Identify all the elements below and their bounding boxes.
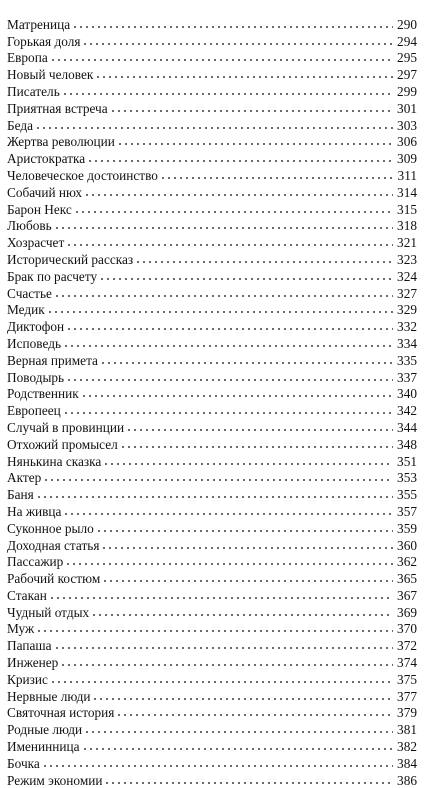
toc-entry-title: Медик	[7, 302, 45, 318]
toc-entry	[7, 586, 417, 603]
toc-entry-page-number: 375	[397, 671, 417, 687]
dot-leader	[104, 781, 393, 785]
dot-leader	[135, 260, 393, 264]
toc-entry-title: Суконное рыло	[7, 520, 94, 536]
dot-leader	[101, 546, 393, 550]
toc-entry-title: Отхожий промысел	[7, 436, 118, 452]
toc-entry-page-number: 367	[397, 587, 417, 603]
toc-entry-page-number: 306	[397, 134, 417, 150]
toc-entry-page-number: 379	[397, 705, 417, 721]
dot-leader	[74, 210, 393, 214]
toc-entry-page-number: 327	[397, 285, 417, 301]
toc-entry	[7, 620, 417, 637]
toc-entry-title: Случай в провинции	[7, 419, 125, 435]
toc-entry-title: Папаша	[7, 638, 52, 654]
toc-entry	[7, 670, 417, 687]
toc-entry	[7, 32, 417, 49]
dot-leader	[126, 428, 393, 432]
toc-entry-page-number: 370	[397, 621, 417, 637]
dot-leader	[82, 747, 393, 751]
dot-leader	[103, 462, 393, 466]
dot-leader	[63, 411, 393, 415]
toc-entry	[7, 603, 417, 620]
toc-entry-title: Европа	[7, 50, 48, 66]
toc-entry	[7, 217, 417, 234]
toc-entry-page-number: 369	[397, 604, 417, 620]
toc-entry	[7, 536, 417, 553]
dot-leader	[62, 92, 393, 96]
toc-entry	[7, 99, 417, 116]
toc-entry-title: Поводырь	[7, 369, 65, 385]
dot-leader	[116, 713, 393, 717]
toc-entry	[7, 200, 417, 217]
toc-entry-title: Чудный отдых	[7, 604, 90, 620]
dot-leader	[66, 243, 393, 247]
toc-entry-page-number: 297	[397, 67, 417, 83]
toc-entry-title: Бочка	[7, 755, 40, 771]
toc-entry-title: Родные люди	[7, 722, 83, 738]
toc-entry-page-number: 301	[397, 100, 417, 116]
toc-entry-page-number: 360	[397, 537, 417, 553]
toc-entry	[7, 284, 417, 301]
toc-entry	[7, 636, 417, 653]
toc-entry-title: Доходная статья	[7, 537, 100, 553]
toc-entry-title: Стакан	[7, 587, 47, 603]
toc-entry	[7, 149, 417, 166]
dot-leader	[54, 294, 393, 298]
dot-leader	[66, 327, 393, 331]
dot-leader	[117, 142, 393, 146]
dot-leader	[50, 58, 393, 62]
toc-entry-title: Нянькина сказка	[7, 453, 102, 469]
toc-entry-title: Европеец	[7, 403, 61, 419]
toc-entry	[7, 385, 417, 402]
toc-entry	[7, 317, 417, 334]
toc-entry-page-number: 362	[397, 554, 417, 570]
dot-leader	[36, 495, 393, 499]
toc-entry-title: Инженер	[7, 655, 59, 671]
toc-entry-page-number: 359	[397, 520, 417, 536]
toc-entry-page-number: 323	[397, 251, 417, 267]
toc-entry	[7, 301, 417, 318]
toc-entry-page-number: 365	[397, 571, 417, 587]
toc-entry-title: Именинница	[7, 739, 80, 755]
toc-entry-title: Режим экономии	[7, 772, 103, 788]
toc-entry	[7, 754, 417, 771]
table-of-contents	[7, 15, 417, 788]
toc-entry	[7, 519, 417, 536]
toc-entry	[7, 65, 417, 82]
toc-entry	[7, 401, 417, 418]
toc-entry	[7, 687, 417, 704]
toc-entry-page-number: 351	[397, 453, 417, 469]
toc-entry-title: Аристократка	[7, 151, 86, 167]
toc-entry-page-number: 290	[397, 16, 417, 32]
dot-leader	[54, 646, 394, 650]
dot-leader	[72, 25, 393, 29]
toc-entry-title: Верная примета	[7, 352, 98, 368]
dot-leader	[42, 764, 393, 768]
toc-entry	[7, 267, 417, 284]
toc-entry	[7, 771, 417, 788]
dot-leader	[84, 193, 393, 197]
toc-entry	[7, 418, 417, 435]
dot-leader	[50, 680, 393, 684]
toc-entry-title: Пассажир	[7, 554, 64, 570]
toc-entry-title: Исповедь	[7, 335, 62, 351]
toc-entry	[7, 720, 417, 737]
toc-entry-title: Кризис	[7, 671, 48, 687]
toc-entry-page-number: 294	[397, 33, 417, 49]
toc-entry-title: Хозрасчет	[7, 235, 65, 251]
toc-entry-page-number: 372	[397, 638, 417, 654]
toc-entry-page-number: 337	[397, 369, 417, 385]
toc-entry-page-number: 295	[397, 50, 417, 66]
toc-entry-page-number: 321	[397, 235, 417, 251]
toc-entry-page-number: 332	[397, 319, 417, 335]
toc-entry-title: Человеческое достоинство	[7, 167, 158, 183]
dot-leader	[160, 176, 393, 180]
toc-entry	[7, 502, 417, 519]
toc-entry	[7, 133, 417, 150]
toc-entry-page-number: 318	[397, 218, 417, 234]
toc-entry-page-number: 334	[397, 335, 417, 351]
toc-entry	[7, 469, 417, 486]
toc-entry-page-number: 315	[397, 201, 417, 217]
toc-entry	[7, 452, 417, 469]
toc-entry-page-number: 344	[397, 419, 417, 435]
toc-entry	[7, 435, 417, 452]
dot-leader	[49, 596, 393, 600]
toc-entry-title: Писатель	[7, 83, 60, 99]
toc-entry	[7, 569, 417, 586]
toc-entry-page-number: 303	[397, 117, 417, 133]
toc-entry-page-number: 309	[397, 151, 417, 167]
toc-entry-page-number: 381	[397, 722, 417, 738]
toc-entry-title: Собачий нюх	[7, 184, 83, 200]
toc-entry	[7, 233, 417, 250]
dot-leader	[100, 361, 393, 365]
toc-entry-title: Любовь	[7, 218, 52, 234]
toc-entry-page-number: 386	[397, 772, 417, 788]
dot-leader	[35, 126, 393, 130]
toc-entry	[7, 15, 417, 32]
toc-entry-title: Баня	[7, 487, 34, 503]
toc-entry-page-number: 355	[397, 487, 417, 503]
toc-entry-title: Беда	[7, 117, 34, 133]
toc-entry	[7, 183, 417, 200]
dot-leader	[81, 394, 393, 398]
toc-entry-page-number: 324	[397, 268, 417, 284]
toc-entry-page-number: 377	[397, 688, 417, 704]
toc-entry	[7, 116, 417, 133]
dot-leader	[96, 529, 393, 533]
toc-entry-title: Нервные люди	[7, 688, 91, 704]
dot-leader	[63, 344, 393, 348]
dot-leader	[120, 445, 393, 449]
toc-entry-page-number: 335	[397, 352, 417, 368]
toc-entry-title: Брак по расчету	[7, 268, 98, 284]
dot-leader	[84, 730, 393, 734]
toc-entry-title: Актер	[7, 470, 42, 486]
toc-entry-title: Счастье	[7, 285, 52, 301]
dot-leader	[54, 226, 393, 230]
toc-entry	[7, 82, 417, 99]
toc-entry	[7, 737, 417, 754]
dot-leader	[92, 697, 393, 701]
toc-entry-title: На живца	[7, 503, 62, 519]
toc-entry-title: Матреница	[7, 16, 71, 32]
toc-entry-title: Исторический рассказ	[7, 251, 134, 267]
dot-leader	[82, 42, 393, 46]
toc-entry-title: Родственник	[7, 386, 79, 402]
dot-leader	[95, 75, 393, 79]
toc-entry	[7, 334, 417, 351]
toc-entry	[7, 553, 417, 570]
toc-entry-title: Барон Некс	[7, 201, 72, 217]
dot-leader	[87, 159, 393, 163]
toc-entry-title: Диктофон	[7, 319, 65, 335]
dot-leader	[36, 629, 393, 633]
toc-entry-page-number: 384	[397, 755, 417, 771]
toc-entry-page-number: 382	[397, 739, 417, 755]
toc-entry-title: Жертва революции	[7, 134, 115, 150]
dot-leader	[43, 478, 393, 482]
toc-entry-page-number: 314	[397, 184, 417, 200]
dot-leader	[102, 579, 393, 583]
dot-leader	[65, 562, 393, 566]
toc-entry-page-number: 348	[397, 436, 417, 452]
toc-entry-page-number: 299	[397, 83, 417, 99]
toc-entry-title: Новый человек	[7, 67, 94, 83]
toc-entry-page-number: 340	[397, 386, 417, 402]
dot-leader	[99, 277, 393, 281]
dot-leader	[91, 613, 393, 617]
dot-leader	[110, 109, 393, 113]
dot-leader	[60, 663, 393, 667]
toc-entry	[7, 485, 417, 502]
toc-entry-page-number: 311	[397, 167, 417, 183]
toc-entry-page-number: 329	[397, 302, 417, 318]
dot-leader	[66, 378, 393, 382]
toc-entry-page-number: 357	[397, 503, 417, 519]
dot-leader	[63, 512, 393, 516]
dot-leader	[47, 310, 393, 314]
toc-entry-title: Приятная встреча	[7, 100, 108, 116]
toc-entry	[7, 704, 417, 721]
toc-entry	[7, 653, 417, 670]
toc-entry-title: Святочная история	[7, 705, 115, 721]
toc-entry	[7, 166, 417, 183]
toc-entry-page-number: 342	[397, 403, 417, 419]
toc-entry	[7, 250, 417, 267]
toc-entry-title: Горькая доля	[7, 33, 81, 49]
toc-entry	[7, 351, 417, 368]
toc-entry	[7, 368, 417, 385]
toc-entry-page-number: 353	[397, 470, 417, 486]
toc-entry	[7, 49, 417, 66]
toc-entry-title: Муж	[7, 621, 35, 637]
toc-entry-title: Рабочий костюм	[7, 571, 101, 587]
toc-entry-page-number: 374	[397, 655, 417, 671]
